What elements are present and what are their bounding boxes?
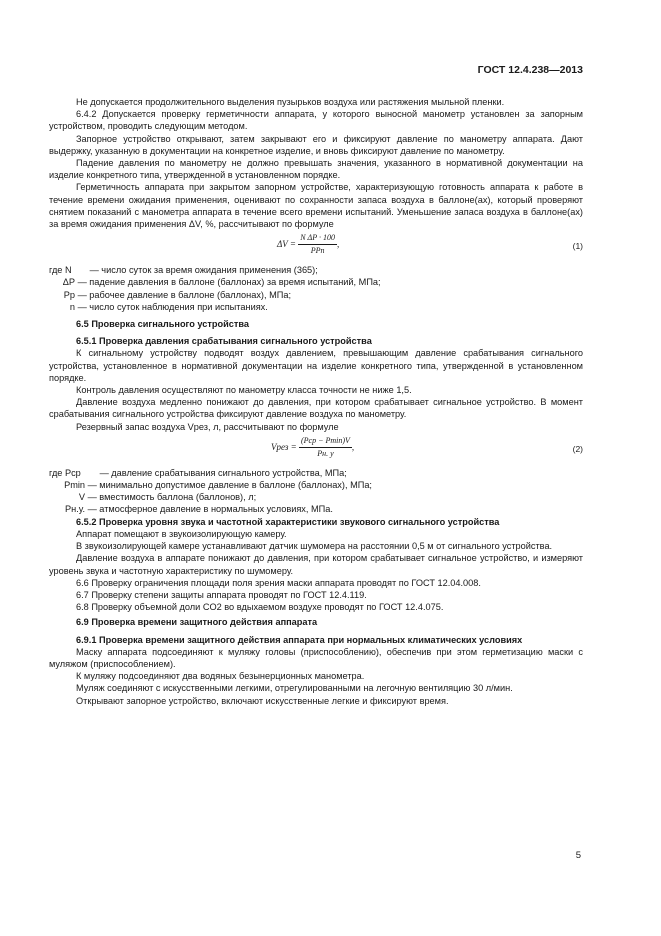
subsection-heading: 6.5.2 Проверка уровня звука и частотной характеристики звукового сигнального устройства [76, 516, 500, 527]
formula-1: ΔV = $\frac{\text{N ΔP · 100}}{\text{PPn}}$ , (1) [49, 232, 583, 262]
paragraph: Открывают запорное устройство, включают искусственные легкие и фиксируют время. [76, 695, 449, 706]
def-text: — минимально допустимое давление в баллоне (баллонах), МПа; [87, 480, 372, 491]
page-content [49, 96, 583, 707]
paragraph: Падение давления по манометру не должно превышать значения, указанного в нормативной документации на изделие конкретного типа, утвержденной в установленном порядке. [49, 158, 583, 181]
paragraph: Запорное устройство открывают, затем закрывают его и фиксируют давление по манометру аппарата. Дают выдержку, указанную в документации на конкретное изделие, и вновь фиксируют давление по манометру. [49, 133, 583, 156]
paragraph: 6.6 Проверку ограничения площади поля зрения маски аппарата проводят по ГОСТ 12.04.008. [76, 577, 481, 588]
paragraph: Маску аппарата подсоединяют к муляжу головы (приспособлению), обеспечив при этом герметизацию маски с муляжом (приспособлением). [49, 646, 583, 669]
formula-numerator: N ΔP · 100 [298, 232, 337, 245]
paragraph: К муляжу подсоединяют два водяных безынерционных манометра. [76, 671, 365, 682]
paragraph: Аппарат помещают в звукоизолирующую камеру. [76, 528, 287, 539]
def-text: — атмосферное давление в нормальных условиях, МПа. [87, 504, 333, 515]
paragraph: Контроль давления осуществляют по манометру класса точности не ниже 1,5. [76, 385, 412, 396]
paragraph: Давление воздуха медленно понижают до давления, при котором срабатывает сигнальное устройство. В момент срабатывания сигнального устройства фиксируют давление воздуха по манометру. [49, 397, 583, 420]
paragraph: Резервный запас воздуха Vрез, л, рассчитывают по формуле [76, 421, 339, 432]
subsection-heading: 6.9.1 Проверка времени защитного действия аппарата при нормальных климатических условиях [76, 634, 523, 645]
paragraph: Герметичность аппарата при закрытом запорном устройстве, характеризующую готовность аппарата к работе в течение времени ожидания применения, оценивают по сохранности запаса воздуха в баллоне(ах), который проверяют снятием показаний с манометра аппарата в течение всего времени испытаний. Уменьшение запаса воздуха в баллоне(ах) за время ожидания применения ΔV, %, рассчитывают по формуле [49, 182, 583, 230]
paragraph: 6.7 Проверку степени защиты аппарата проводят по ГОСТ 12.4.119. [76, 589, 367, 600]
formula-2: Vрез = $\frac{\text{(Pср − Pmin)V}}{Pн. у}$ , (2) [49, 435, 583, 465]
def-text: — давление срабатывания сигнального устройства, МПа; [99, 467, 347, 478]
definitions-2 [49, 467, 583, 516]
def-symbol: n [69, 301, 75, 312]
formula-lhs: Vрез = [271, 441, 297, 452]
page-number: 5 [575, 850, 581, 861]
section-heading: 6.9 Проверка времени защитного действия аппарата [76, 617, 318, 628]
formula-number: (2) [572, 443, 583, 454]
def-symbol: где N [49, 265, 72, 276]
paragraph: Муляж соединяют с искусственными легкими, отрегулированными на легочную вентиляцию 30 л/мин. [76, 683, 513, 694]
formula-numerator: (Pср − Pmin)V [299, 435, 352, 448]
def-text: — вместимость баллона (баллонов), л; [87, 492, 257, 503]
def-text: — рабочее давление в баллоне (баллонах), МПа; [77, 289, 292, 300]
def-symbol: V [78, 492, 85, 503]
formula-number: (1) [572, 241, 583, 252]
def-text: — число суток наблюдения при испытаниях. [77, 301, 268, 312]
def-text: — число суток за время ожидания применения (365); [89, 265, 318, 276]
paragraph: 6.4.2 Допускается проверку герметичности аппарата, у которого выносной манометр установлен за запорным устройством, проводить следующим методом. [49, 109, 583, 132]
definitions-1 [49, 264, 583, 313]
paragraph: К сигнальному устройству подводят воздух давлением, превышающим давление срабатывания сигнального устройства, установленное в нормативной документации на изделие конкретного типа, утвержденной в установленном порядке. [49, 348, 583, 383]
document-header: ГОСТ 12.4.238—2013 [477, 64, 583, 76]
paragraph: Не допускается продолжительного выделения пузырьков воздуха или растяжения мыльной пленки. [76, 97, 505, 107]
def-symbol: Pн.у. [65, 504, 85, 515]
formula-denominator: PPn [310, 246, 325, 256]
formula-denominator: Pн. у [317, 449, 334, 459]
def-symbol: ΔP [62, 277, 75, 288]
paragraph: В звукоизолирующей камере устанавливают датчик шумомера на расстоянии 0,5 м от сигнального устройства. [76, 541, 553, 552]
paragraph: 6.8 Проверку объемной доли CO2 во вдыхаемом воздухе проводят по ГОСТ 12.4.075. [76, 602, 444, 613]
paragraph: Давление воздуха в аппарате понижают до давления, при котором срабатывает сигнальное устройство, и измеряют уровень звука и частотную характеристику по шумомеру. [49, 553, 583, 576]
formula-lhs: ΔV = [277, 239, 296, 249]
def-text: — падение давления в баллоне (баллонах) за время испытаний, МПа; [77, 277, 381, 288]
section-heading: 6.5 Проверка сигнального устройства [76, 319, 250, 330]
def-symbol: Pp [63, 289, 75, 300]
def-symbol: где Pср [49, 467, 81, 478]
subsection-heading: 6.5.1 Проверка давления срабатывания сигнального устройства [76, 336, 372, 347]
def-symbol: Pmin [64, 480, 85, 491]
